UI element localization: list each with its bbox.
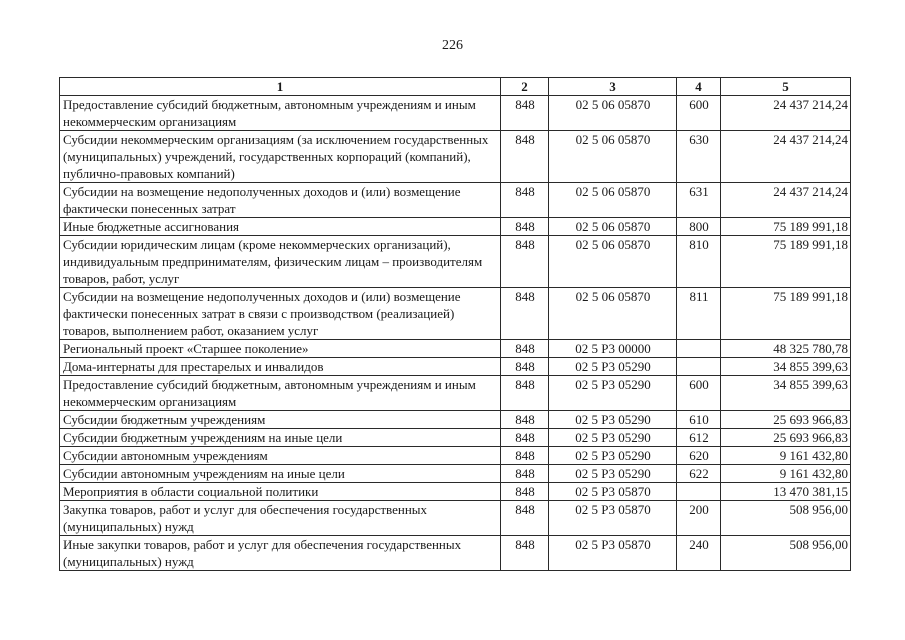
table-row xyxy=(60,501,851,536)
cell-ved: 848 xyxy=(501,131,549,183)
cell-vr: 630 xyxy=(677,131,721,183)
cell-ved: 848 xyxy=(501,411,549,429)
cell-sum: 24 437 214,24 xyxy=(721,96,851,131)
table-body xyxy=(60,96,851,571)
cell-ved: 848 xyxy=(501,288,549,340)
cell-csr: 02 5 P3 05870 xyxy=(549,536,677,571)
cell-sum: 9 161 432,80 xyxy=(721,447,851,465)
cell-csr: 02 5 P3 05870 xyxy=(549,501,677,536)
column-header-sum: 5 xyxy=(721,78,851,96)
header-row xyxy=(60,78,851,96)
cell-vr xyxy=(677,483,721,501)
cell-name: Предоставление субсидий бюджетным, автономным учреждениям и иным некоммерческим организациям xyxy=(60,376,501,411)
cell-name: Субсидии на возмещение недополученных доходов и (или) возмещение фактически понесенных затрат в связи с производством (реализацией) товаров, выполнением работ, оказанием услуг xyxy=(60,288,501,340)
budget-table xyxy=(59,77,851,571)
cell-ved: 848 xyxy=(501,340,549,358)
table-row xyxy=(60,340,851,358)
cell-name: Субсидии бюджетным учреждениям xyxy=(60,411,501,429)
cell-csr: 02 5 P3 05290 xyxy=(549,411,677,429)
cell-sum: 25 693 966,83 xyxy=(721,411,851,429)
cell-sum: 9 161 432,80 xyxy=(721,465,851,483)
cell-sum: 508 956,00 xyxy=(721,536,851,571)
cell-name: Мероприятия в области социальной политики xyxy=(60,483,501,501)
cell-name: Предоставление субсидий бюджетным, автономным учреждениям и иным некоммерческим организациям xyxy=(60,96,501,131)
cell-name: Дома-интернаты для престарелых и инвалидов xyxy=(60,358,501,376)
cell-csr: 02 5 P3 05290 xyxy=(549,376,677,411)
cell-csr: 02 5 06 05870 xyxy=(549,183,677,218)
cell-ved: 848 xyxy=(501,236,549,288)
cell-ved: 848 xyxy=(501,483,549,501)
cell-sum: 34 855 399,63 xyxy=(721,358,851,376)
cell-ved: 848 xyxy=(501,429,549,447)
table-row xyxy=(60,483,851,501)
cell-ved: 848 xyxy=(501,96,549,131)
cell-vr: 811 xyxy=(677,288,721,340)
cell-name: Закупка товаров, работ и услуг для обеспечения государственных (муниципальных) нужд xyxy=(60,501,501,536)
cell-name: Иные бюджетные ассигнования xyxy=(60,218,501,236)
cell-vr xyxy=(677,340,721,358)
cell-csr: 02 5 06 05870 xyxy=(549,288,677,340)
cell-sum: 25 693 966,83 xyxy=(721,429,851,447)
table-row xyxy=(60,183,851,218)
cell-vr: 800 xyxy=(677,218,721,236)
table-row xyxy=(60,358,851,376)
cell-csr: 02 5 P3 05290 xyxy=(549,465,677,483)
table-row xyxy=(60,536,851,571)
column-header-vr: 4 xyxy=(677,78,721,96)
cell-sum: 34 855 399,63 xyxy=(721,376,851,411)
cell-sum: 48 325 780,78 xyxy=(721,340,851,358)
table-row xyxy=(60,465,851,483)
cell-csr: 02 5 P3 05290 xyxy=(549,447,677,465)
cell-ved: 848 xyxy=(501,376,549,411)
cell-sum: 75 189 991,18 xyxy=(721,236,851,288)
table-row xyxy=(60,131,851,183)
cell-name: Субсидии юридическим лицам (кроме некоммерческих организаций), индивидуальным предпринимателям, физическим лицам – производителям товаров, работ, услуг xyxy=(60,236,501,288)
cell-vr: 240 xyxy=(677,536,721,571)
cell-vr: 600 xyxy=(677,376,721,411)
cell-csr: 02 5 06 05870 xyxy=(549,96,677,131)
cell-csr: 02 5 06 05870 xyxy=(549,131,677,183)
table-header xyxy=(60,78,851,96)
column-header-ved: 2 xyxy=(501,78,549,96)
cell-ved: 848 xyxy=(501,183,549,218)
cell-name: Субсидии автономным учреждениям на иные цели xyxy=(60,465,501,483)
table-row xyxy=(60,411,851,429)
cell-sum: 24 437 214,24 xyxy=(721,131,851,183)
cell-ved: 848 xyxy=(501,536,549,571)
cell-vr: 620 xyxy=(677,447,721,465)
cell-sum: 13 470 381,15 xyxy=(721,483,851,501)
cell-vr: 610 xyxy=(677,411,721,429)
cell-sum: 75 189 991,18 xyxy=(721,218,851,236)
cell-vr: 200 xyxy=(677,501,721,536)
cell-name: Субсидии автономным учреждениям xyxy=(60,447,501,465)
table-row xyxy=(60,447,851,465)
cell-sum: 75 189 991,18 xyxy=(721,288,851,340)
cell-name: Иные закупки товаров, работ и услуг для обеспечения государственных (муниципальных) нужд xyxy=(60,536,501,571)
cell-vr: 622 xyxy=(677,465,721,483)
cell-csr: 02 5 06 05870 xyxy=(549,218,677,236)
cell-name: Субсидии некоммерческим организациям (за исключением государственных (муниципальных) учреждений, государственных корпораций (компаний), публично-правовых компаний) xyxy=(60,131,501,183)
column-header-name: 1 xyxy=(60,78,501,96)
cell-sum: 508 956,00 xyxy=(721,501,851,536)
table-row xyxy=(60,429,851,447)
cell-csr: 02 5 06 05870 xyxy=(549,236,677,288)
cell-vr: 810 xyxy=(677,236,721,288)
cell-ved: 848 xyxy=(501,465,549,483)
table-row xyxy=(60,288,851,340)
cell-vr: 600 xyxy=(677,96,721,131)
cell-ved: 848 xyxy=(501,501,549,536)
cell-ved: 848 xyxy=(501,218,549,236)
table-row xyxy=(60,96,851,131)
column-header-csr: 3 xyxy=(549,78,677,96)
page-number: 226 xyxy=(442,38,463,53)
cell-csr: 02 5 P3 00000 xyxy=(549,340,677,358)
cell-csr: 02 5 P3 05290 xyxy=(549,429,677,447)
cell-sum: 24 437 214,24 xyxy=(721,183,851,218)
cell-csr: 02 5 P3 05870 xyxy=(549,483,677,501)
cell-ved: 848 xyxy=(501,447,549,465)
cell-name: Субсидии на возмещение недополученных доходов и (или) возмещение фактически понесенных затрат xyxy=(60,183,501,218)
cell-name: Региональный проект «Старшее поколение» xyxy=(60,340,501,358)
cell-ved: 848 xyxy=(501,358,549,376)
cell-name: Субсидии бюджетным учреждениям на иные цели xyxy=(60,429,501,447)
cell-vr: 612 xyxy=(677,429,721,447)
cell-vr xyxy=(677,358,721,376)
table-row xyxy=(60,376,851,411)
table-row xyxy=(60,236,851,288)
cell-vr: 631 xyxy=(677,183,721,218)
cell-csr: 02 5 P3 05290 xyxy=(549,358,677,376)
table-row xyxy=(60,218,851,236)
